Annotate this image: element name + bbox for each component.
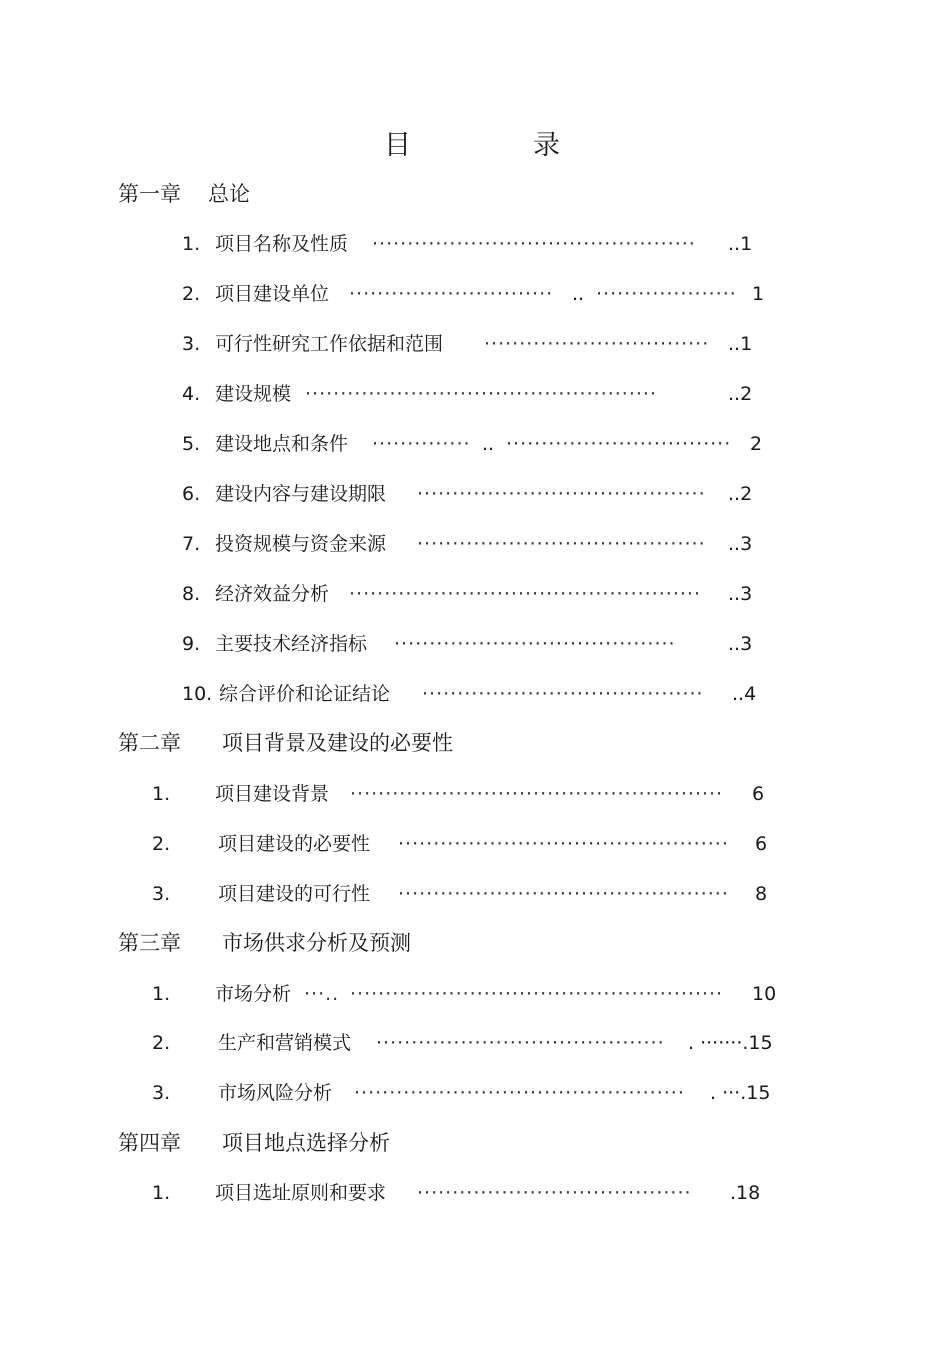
entry-page: ..3 (728, 633, 753, 655)
entry-page: ..1 (728, 233, 753, 255)
leader-dots: ········································· (376, 1032, 665, 1054)
chapter-heading (118, 927, 618, 959)
entry-text: 投资规模与资金来源 (215, 533, 387, 555)
toc-entry[interactable] (182, 628, 782, 660)
entry-text: 建设内容与建设期限 (215, 483, 387, 505)
entry-number: 3. (182, 333, 201, 355)
entry-page: 6 (755, 833, 768, 855)
leader-dots: ·············· (372, 433, 471, 455)
leader-dots: ···.. (304, 983, 340, 1005)
leader-dots: ·················································· (305, 383, 657, 405)
leader-dots: ··············································· (354, 1082, 685, 1104)
entry-number: 4. (182, 383, 201, 405)
leader-dots: ········································ (422, 683, 704, 705)
toc-entry[interactable] (182, 228, 782, 260)
entry-number: 10. (182, 683, 213, 705)
entry-number: 7. (182, 533, 201, 555)
entry-page: ..3 (728, 533, 753, 555)
entry-text: 可行性研究工作依据和范围 (215, 333, 444, 355)
entry-number: 1. (152, 1182, 171, 1204)
leader-dots: ································ (484, 333, 710, 355)
entry-page: 1 (752, 283, 765, 305)
entry-text: 建设地点和条件 (215, 433, 349, 455)
toc-title-left: 目 (384, 130, 411, 161)
entry-page: ..2 (728, 383, 753, 405)
leader-dots: ···················· (596, 283, 737, 305)
entry-number: 8. (182, 583, 201, 605)
entry-number: 9. (182, 633, 201, 655)
toc-entry[interactable] (182, 378, 782, 410)
leader-dots: ·················································· (349, 583, 701, 605)
leader-dots: ····························· (349, 283, 554, 305)
entry-page: 2 (750, 433, 763, 455)
toc-entry[interactable] (182, 478, 782, 510)
entry-text: 项目名称及性质 (215, 233, 349, 255)
toc-entry[interactable] (182, 428, 782, 460)
leader-dots: ····················································· (350, 783, 724, 805)
entry-text: 市场风险分析 (218, 1082, 333, 1104)
leader-dots: ········································· (417, 533, 706, 555)
chapter-title: 市场供求分析及预测 (222, 931, 411, 955)
chapter-title: 总论 (208, 182, 250, 206)
entry-page: ..1 (728, 333, 753, 355)
leader-mid: .. (482, 433, 495, 455)
entry-number: 3. (152, 883, 171, 905)
entry-page: ..4 (732, 683, 757, 705)
toc-entry[interactable] (152, 828, 792, 860)
leader-dots: ··············································· (398, 833, 729, 855)
entry-text: 经济效益分析 (215, 583, 330, 605)
toc-entry[interactable] (182, 528, 782, 560)
leader-dots: ································ (506, 433, 732, 455)
entry-number: 5. (182, 433, 201, 455)
entry-number: 1. (152, 983, 171, 1005)
entry-text: 市场分析 (215, 983, 292, 1005)
entry-text: 项目建设的可行性 (218, 883, 371, 905)
entry-text: 主要技术经济指标 (215, 633, 368, 655)
chapter-number: 第三章 (118, 931, 181, 955)
leader-mid: .. (572, 283, 585, 305)
leader-dots: ······································· (417, 1182, 692, 1204)
chapter-heading (118, 727, 618, 759)
chapter-number: 第四章 (118, 1131, 181, 1155)
toc-entry[interactable] (152, 778, 792, 810)
entry-page: . ·······.15 (688, 1032, 773, 1054)
entry-number: 6. (182, 483, 201, 505)
entry-page: ..2 (728, 483, 753, 505)
entry-page: 6 (752, 783, 765, 805)
leader-dots: ··············································· (398, 883, 729, 905)
entry-text: 项目建设的必要性 (218, 833, 371, 855)
leader-dots: ········································ (394, 633, 676, 655)
entry-number: 1. (152, 783, 171, 805)
entry-text: 项目选址原则和要求 (215, 1182, 387, 1204)
toc-entry[interactable] (152, 878, 792, 910)
toc-entry[interactable] (182, 328, 782, 360)
entry-page: .18 (730, 1182, 761, 1204)
chapter-title: 项目地点选择分析 (222, 1131, 390, 1155)
entry-page: 8 (755, 883, 768, 905)
entry-number: 3. (152, 1082, 171, 1104)
toc-entry[interactable] (182, 678, 782, 710)
entry-number: 2. (152, 1032, 171, 1054)
toc-title-right: 录 (533, 130, 560, 161)
entry-text: 综合评价和论证结论 (219, 683, 391, 705)
chapter-number: 第二章 (118, 731, 181, 755)
chapter-number: 第一章 (118, 182, 181, 206)
leader-dots: ········································· (417, 483, 706, 505)
entry-text: 生产和营销模式 (218, 1032, 352, 1054)
entry-page: 10 (752, 983, 777, 1005)
entry-page: . ···.15 (710, 1082, 771, 1104)
toc-entry[interactable] (152, 1177, 792, 1209)
entry-number: 2. (152, 833, 171, 855)
entry-text: 项目建设单位 (215, 283, 330, 305)
entry-page: ..3 (728, 583, 753, 605)
chapter-heading (118, 1127, 618, 1159)
toc-entry[interactable] (152, 1027, 792, 1059)
entry-number: 1. (182, 233, 201, 255)
entry-text: 项目建设背景 (215, 783, 330, 805)
leader-dots: ····················································· (350, 983, 724, 1005)
chapter-heading (118, 178, 518, 210)
entry-number: 2. (182, 283, 201, 305)
chapter-title: 项目背景及建设的必要性 (222, 731, 453, 755)
entry-text: 建设规模 (215, 383, 292, 405)
toc-entry[interactable] (152, 1077, 792, 1109)
toc-entry[interactable] (182, 278, 782, 310)
toc-entry[interactable] (182, 578, 782, 610)
toc-title (0, 124, 950, 168)
toc-entry[interactable] (152, 978, 792, 1010)
leader-dots: ·············································· (372, 233, 696, 255)
